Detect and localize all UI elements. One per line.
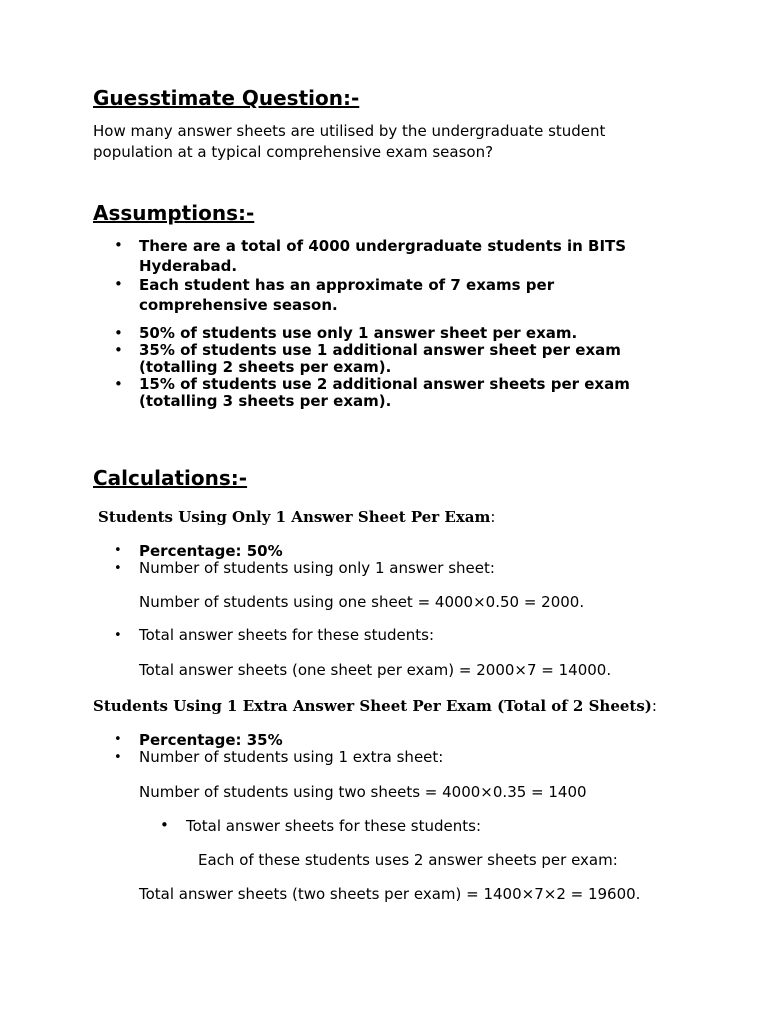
bullet-icon: • — [114, 324, 123, 342]
bullet-icon: • — [114, 732, 122, 747]
section-1-total-label: Total answer sheets for these students: — [139, 626, 435, 644]
bullet-icon: • — [114, 236, 123, 254]
section-2-students-label: Number of students using 1 extra sheet: — [139, 748, 444, 766]
section-2-heading-colon: : — [651, 697, 657, 715]
section-2-total-label: Total answer sheets for these students: — [186, 817, 482, 835]
assumption-5-line-1: 15% of students use 2 additional answer sheets per exam — [139, 375, 630, 393]
bullet-icon: • — [114, 750, 122, 765]
assumption-2-line-1: Each student has an approximate of 7 exams per — [139, 276, 555, 294]
bullet-icon: • — [114, 543, 122, 558]
bullet-icon: • — [114, 561, 122, 576]
question-line-1: How many answer sheets are utilised by the undergraduate student — [93, 122, 606, 140]
bullet-icon: • — [114, 628, 122, 643]
section-2-equation-total: Total answer sheets (two sheets per exam) = 1400×7×2 = 19600. — [139, 885, 641, 903]
section-2-percentage: Percentage: 35% — [139, 731, 283, 749]
assumption-4-line-1: 35% of students use 1 additional answer sheet per exam — [139, 341, 621, 359]
bullet-icon: • — [114, 341, 123, 359]
title-assumptions: Assumptions:- — [93, 201, 255, 225]
section-1-heading-text: Students Using Only 1 Answer Sheet Per Exam — [98, 508, 491, 526]
assumption-1-line-2: Hyderabad. — [139, 257, 238, 275]
assumption-4-line-2: (totalling 2 sheets per exam). — [139, 358, 392, 376]
section-1-equation-total: Total answer sheets (one sheet per exam) = 2000×7 = 14000. — [139, 661, 612, 679]
section-1-heading — [98, 507, 495, 528]
assumption-3: 50% of students use only 1 answer sheet per exam. — [139, 324, 578, 342]
assumption-5-line-2: (totalling 3 sheets per exam). — [139, 392, 392, 410]
bullet-icon: • — [114, 275, 123, 293]
bullet-icon: • — [114, 375, 123, 393]
assumption-2-line-2: comprehensive season. — [139, 296, 338, 314]
section-1-equation-students: Number of students using one sheet = 4000×0.50 = 2000. — [139, 593, 585, 611]
bullet-icon: • — [160, 816, 169, 834]
section-1-heading-colon: : — [490, 508, 496, 526]
section-2-heading — [93, 696, 657, 717]
section-1-students-label: Number of students using only 1 answer sheet: — [139, 559, 495, 577]
title-guesstimate-question: Guesstimate Question:- — [93, 86, 360, 110]
question-line-2: population at a typical comprehensive exam season? — [93, 143, 494, 161]
section-2-heading-text: Students Using 1 Extra Answer Sheet Per Exam (Total of 2 Sheets) — [93, 697, 652, 715]
title-calculations: Calculations:- — [93, 466, 248, 490]
section-1-percentage: Percentage: 50% — [139, 542, 283, 560]
section-2-equation-students: Number of students using two sheets = 4000×0.35 = 1400 — [139, 783, 587, 801]
section-2-note: Each of these students uses 2 answer sheets per exam: — [198, 851, 618, 869]
assumption-1-line-1: There are a total of 4000 undergraduate students in BITS — [139, 237, 627, 255]
